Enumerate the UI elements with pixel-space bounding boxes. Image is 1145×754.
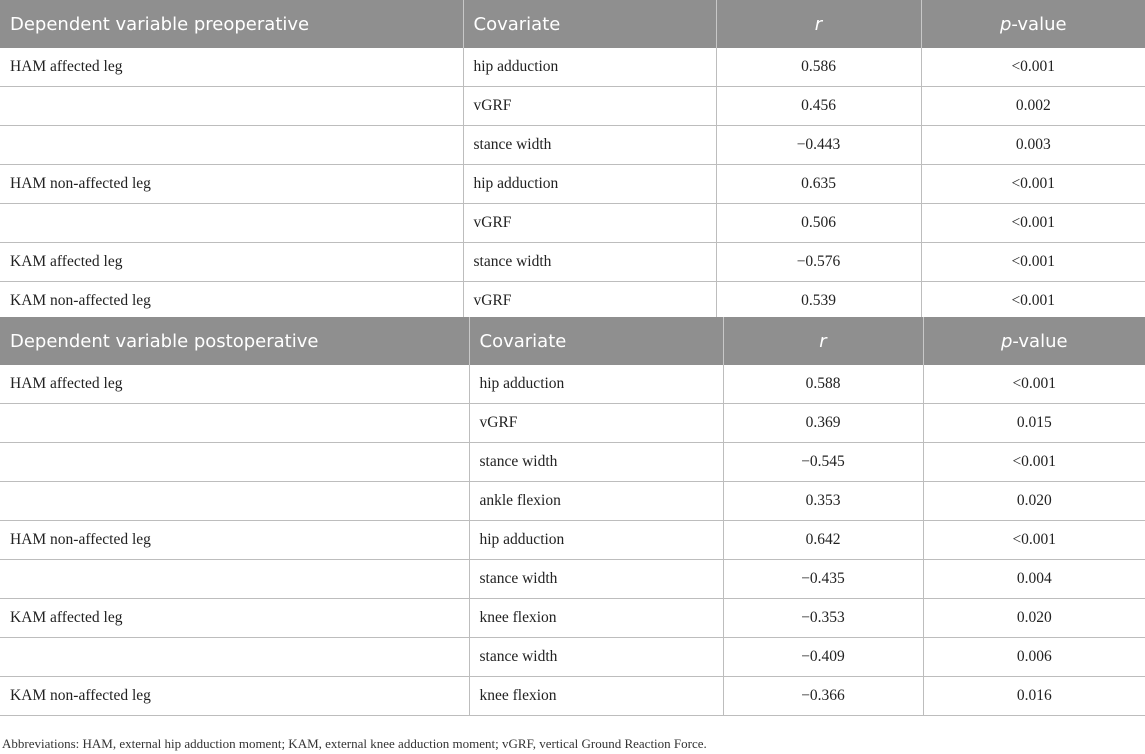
cell-r: −0.545	[723, 443, 923, 482]
cell-dependent	[0, 404, 469, 443]
header-dependent: Dependent variable preoperative	[0, 0, 463, 48]
cell-covariate: stance width	[469, 560, 723, 599]
cell-dependent: KAM non-affected leg	[0, 677, 469, 716]
cell-dependent	[0, 638, 469, 677]
table-row	[0, 126, 1145, 165]
cell-covariate: vGRF	[463, 87, 716, 126]
table-row	[0, 482, 1145, 521]
preoperative-table	[0, 0, 1145, 321]
cell-r: 0.353	[723, 482, 923, 521]
cell-covariate: ankle flexion	[469, 482, 723, 521]
cell-p-value: 0.015	[923, 404, 1145, 443]
cell-covariate: stance width	[463, 243, 716, 282]
cell-r: 0.456	[716, 87, 921, 126]
cell-dependent: KAM affected leg	[0, 243, 463, 282]
cell-p-value: <0.001	[921, 282, 1145, 321]
header-p-value: p-value	[921, 0, 1145, 48]
cell-r: 0.506	[716, 204, 921, 243]
table-row	[0, 443, 1145, 482]
header-covariate: Covariate	[463, 0, 716, 48]
cell-covariate: hip adduction	[469, 365, 723, 404]
table-row	[0, 560, 1145, 599]
cell-covariate: knee flexion	[469, 599, 723, 638]
cell-covariate: knee flexion	[469, 677, 723, 716]
cell-r: 0.588	[723, 365, 923, 404]
cell-dependent	[0, 126, 463, 165]
cell-r: 0.586	[716, 48, 921, 87]
table-row	[0, 87, 1145, 126]
header-r: r	[723, 317, 923, 365]
table-row	[0, 521, 1145, 560]
cell-dependent: KAM non-affected leg	[0, 282, 463, 321]
header-covariate: Covariate	[469, 317, 723, 365]
table-row	[0, 165, 1145, 204]
cell-covariate: vGRF	[463, 282, 716, 321]
cell-p-value: <0.001	[923, 365, 1145, 404]
cell-covariate: vGRF	[463, 204, 716, 243]
abbreviations-footnote: Abbreviations: HAM, external hip adduction moment; KAM, external knee adduction moment; vGRF, vertical Ground Reaction Force.	[2, 736, 707, 751]
cell-covariate: hip adduction	[463, 48, 716, 87]
cell-r: −0.443	[716, 126, 921, 165]
cell-r: −0.366	[723, 677, 923, 716]
cell-covariate: hip adduction	[463, 165, 716, 204]
table-row	[0, 243, 1145, 282]
header-r: r	[716, 0, 921, 48]
cell-p-value: <0.001	[921, 243, 1145, 282]
table-row	[0, 599, 1145, 638]
cell-r: −0.435	[723, 560, 923, 599]
cell-p-value: 0.016	[923, 677, 1145, 716]
cell-dependent	[0, 560, 469, 599]
table-row	[0, 282, 1145, 321]
table-row	[0, 677, 1145, 716]
cell-p-value: 0.020	[923, 482, 1145, 521]
table-row	[0, 204, 1145, 243]
cell-r: 0.369	[723, 404, 923, 443]
cell-p-value: <0.001	[921, 165, 1145, 204]
cell-p-value: <0.001	[921, 204, 1145, 243]
cell-covariate: vGRF	[469, 404, 723, 443]
cell-p-value: <0.001	[923, 443, 1145, 482]
cell-dependent: KAM affected leg	[0, 599, 469, 638]
cell-dependent: HAM affected leg	[0, 48, 463, 87]
header-p-value: p-value	[923, 317, 1145, 365]
cell-dependent	[0, 443, 469, 482]
cell-r: 0.635	[716, 165, 921, 204]
cell-p-value: <0.001	[923, 521, 1145, 560]
cell-dependent: HAM non-affected leg	[0, 521, 469, 560]
cell-p-value: 0.020	[923, 599, 1145, 638]
cell-r: −0.576	[716, 243, 921, 282]
cell-p-value: 0.003	[921, 126, 1145, 165]
table-header-row	[0, 0, 1145, 48]
cell-dependent	[0, 482, 469, 521]
postoperative-table	[0, 317, 1145, 716]
cell-r: −0.409	[723, 638, 923, 677]
cell-r: 0.539	[716, 282, 921, 321]
cell-r: 0.642	[723, 521, 923, 560]
cell-p-value: 0.004	[923, 560, 1145, 599]
cell-dependent	[0, 87, 463, 126]
cell-covariate: stance width	[463, 126, 716, 165]
cell-p-value: 0.002	[921, 87, 1145, 126]
table-row	[0, 638, 1145, 677]
cell-covariate: stance width	[469, 443, 723, 482]
header-dependent: Dependent variable postoperative	[0, 317, 469, 365]
cell-p-value: <0.001	[921, 48, 1145, 87]
cell-covariate: stance width	[469, 638, 723, 677]
cell-dependent: HAM affected leg	[0, 365, 469, 404]
table-header-row	[0, 317, 1145, 365]
cell-dependent: HAM non-affected leg	[0, 165, 463, 204]
table-row	[0, 404, 1145, 443]
cell-r: −0.353	[723, 599, 923, 638]
table-row	[0, 365, 1145, 404]
table-row	[0, 48, 1145, 87]
cell-p-value: 0.006	[923, 638, 1145, 677]
cell-covariate: hip adduction	[469, 521, 723, 560]
cell-dependent	[0, 204, 463, 243]
